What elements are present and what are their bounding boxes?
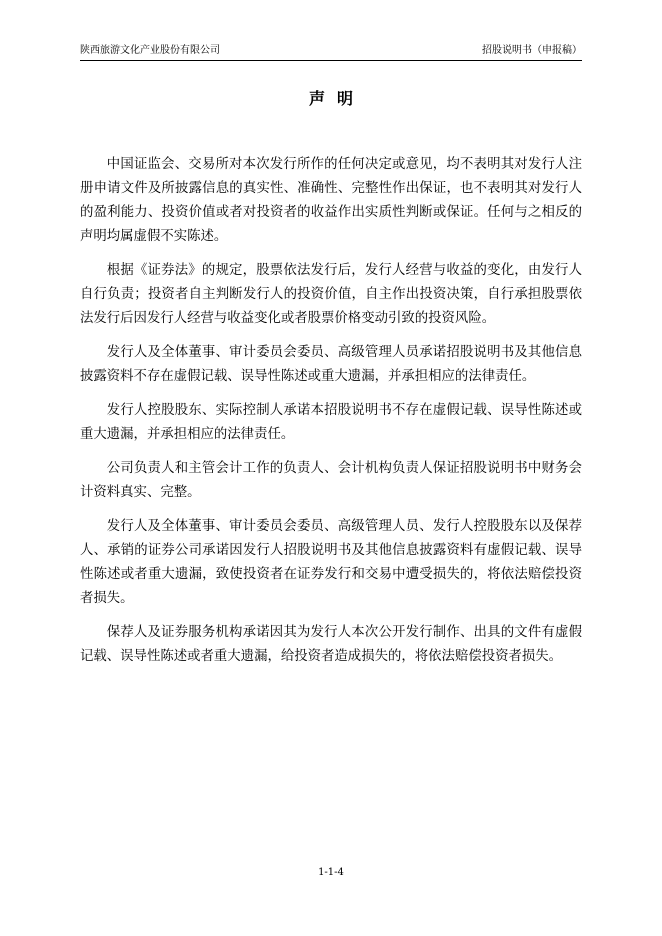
paragraph: 保荐人及证券服务机构承诺因其为发行人本次公开发行制作、出具的文件有虚假记载、误导性陈述或者重大遗漏，给投资者造成损失的，将依法赔偿投资者损失。 [80, 625, 582, 664]
header-document-type: 招股说明书（申报稿） [482, 45, 582, 56]
header-company-name: 陕西旅游文化产业股份有限公司 [80, 45, 220, 56]
paragraph: 发行人控股股东、实际控制人承诺本招股说明书不存在虚假记载、误导性陈述或重大遗漏，并承担相应的法律责任。 [80, 403, 582, 442]
page-number: 1-1-4 [318, 867, 344, 878]
page-title: 声明 [308, 89, 365, 108]
paragraph: 公司负责人和主管会计工作的负责人、会计机构负责人保证招股说明书中财务会计资料真实、完整。 [80, 461, 582, 500]
paragraph: 发行人及全体董事、审计委员会委员、高级管理人员承诺招股说明书及其他信息披露资料不存在虚假记载、误导性陈述或重大遗漏，并承担相应的法律责任。 [80, 345, 582, 384]
paragraph: 中国证监会、交易所对本次发行所作的任何决定或意见，均不表明其对发行人注册申请文件及所披露信息的真实性、准确性、完整性作出保证，也不表明其对发行人的盈利能力、投资价值或者对投资者的收益作出实质性判断或保证。任何与之相反的声明均属虚假不实陈述。 [80, 157, 582, 244]
statement-body [80, 153, 582, 679]
paragraph: 发行人及全体董事、审计委员会委员、高级管理人员、发行人控股股东以及保荐人、承销的证券公司承诺因发行人招股说明书及其他信息披露资料有虚假记载、误导性陈述或者重大遗漏，致使投资者在证券发行和交易中遭受损失的，将依法赔偿投资者损失。 [80, 519, 582, 606]
page-header [80, 44, 582, 61]
paragraph: 根据《证券法》的规定，股票依法发行后，发行人经营与收益的变化，由发行人自行负责；投资者自主判断发行人的投资价值，自主作出投资决策，自行承担股票依法发行后因发行人经营与收益变化或者股票价格变动引致的投资风险。 [80, 263, 582, 326]
